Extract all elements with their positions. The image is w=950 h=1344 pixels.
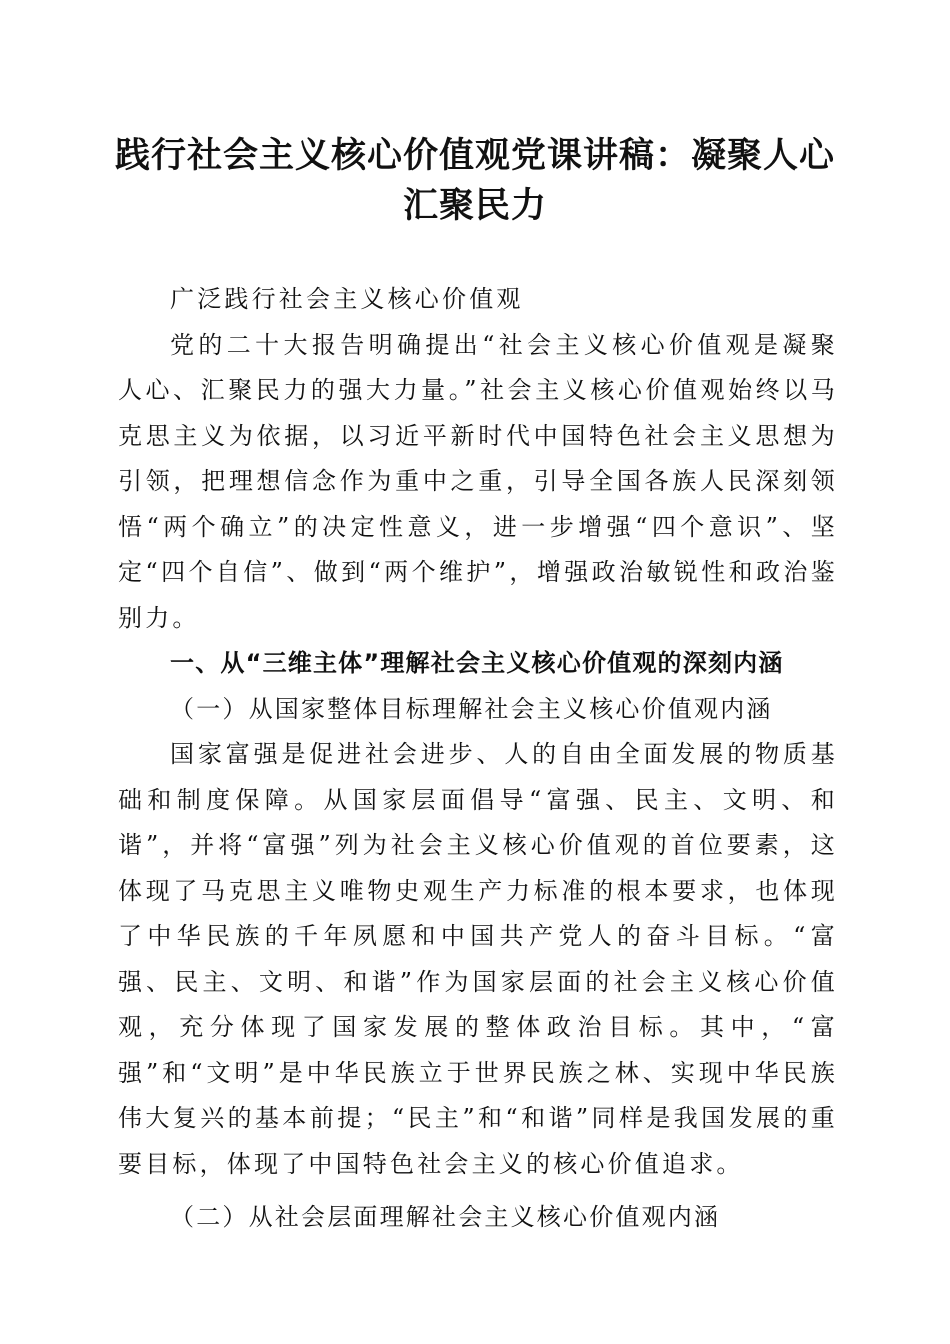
paragraph-report: 党的二十大报告明确提出“社会主义核心价值观是凝聚人心、汇聚民力的强大力量。”社会主义核心价值观始终以马克思主义为依据，以习近平新时代中国特色社会主义思想为引领，把理想信念作为重中之重，引导全国各族人民深刻领悟“两个确立”的决定性意义，进一步增强“四个意识”、坚定“四个自信”、做到“两个维护”，增强政治敏锐性和政治鉴别力。 xyxy=(118,330,838,632)
subsection-heading-2: （二）从社会层面理解社会主义核心价值观内涵 xyxy=(170,1203,721,1231)
paragraph-national-goals: 国家富强是促进社会进步、人的自由全面发展的物质基础和制度保障。从国家层面倡导“富强、民主、文明、和谐”，并将“富强”列为社会主义核心价值观的首位要素，这体现了马克思主义唯物史观生产力标准的根本要求，也体现了中华民族的千年夙愿和中国共产党人的奋斗目标。“富强、民主、文明、和谐”作为国家层面的社会主义核心价值观，充分体现了国家发展的整体政治目标。其中，“富强”和“文明”是中华民族立于世界民族之林、实现中华民族伟大复兴的基本前提；“民主”和“和谐”同样是我国发展的重要目标，体现了中国特色社会主义的核心价值追求。 xyxy=(118,740,838,1178)
document-title xyxy=(100,131,850,231)
document-body xyxy=(118,277,838,1241)
subsection-heading-1: （一）从国家整体目标理解社会主义核心价值观内涵 xyxy=(170,694,773,723)
title-line-1: 践行社会主义核心价值观党课讲稿：凝聚人心 xyxy=(114,136,835,176)
title-line-2: 汇聚民力 xyxy=(402,186,547,226)
section-heading-1: 一、从“三维主体”理解社会主义核心价值观的深刻内涵 xyxy=(170,649,784,677)
paragraph-intro-heading: 广泛践行社会主义核心价值观 xyxy=(170,285,524,313)
